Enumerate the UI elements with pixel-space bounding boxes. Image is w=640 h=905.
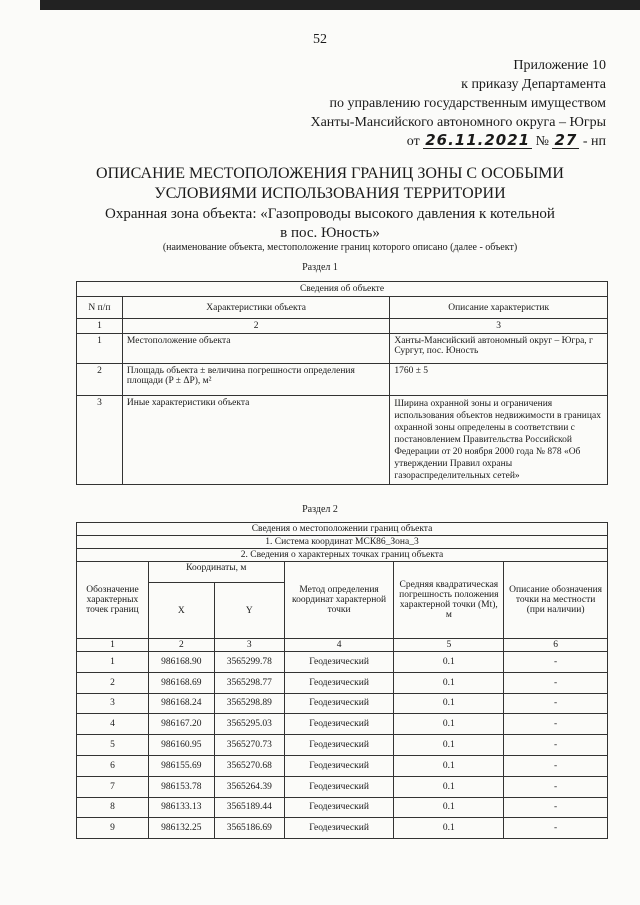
coord-x: 986168.69: [148, 672, 214, 693]
appendix-date-line: [310, 132, 606, 151]
column-header: Обозначение характерных точек границ: [77, 562, 149, 639]
column-number: 2: [122, 319, 389, 334]
table-row: [77, 652, 608, 673]
point-id: 2: [77, 672, 149, 693]
section2-label: Раздел 2: [302, 504, 338, 515]
number-suffix: - нп: [582, 134, 606, 149]
column-number: 1: [77, 319, 123, 334]
point-id: 6: [77, 755, 149, 776]
coord-y: 3565186.69: [214, 818, 284, 839]
table-row: [77, 818, 608, 839]
description: -: [504, 797, 608, 818]
point-id: 8: [77, 797, 149, 818]
number-prefix: №: [535, 134, 549, 149]
column-header: N п/п: [77, 297, 123, 319]
column-number: 4: [284, 639, 394, 652]
point-id: 9: [77, 818, 149, 839]
point-id: 5: [77, 735, 149, 756]
column-number: 6: [504, 639, 608, 652]
coordinate-system: 1. Система координат МСК86_Зона_3: [77, 536, 608, 549]
error: 0.1: [394, 735, 504, 756]
error: 0.1: [394, 672, 504, 693]
error: 0.1: [394, 818, 504, 839]
table-row: [77, 755, 608, 776]
column-number: 5: [394, 639, 504, 652]
section1-label: Раздел 1: [302, 262, 338, 273]
column-header: Средняя квадратическая погрешность положения характерной точки (Mt), м: [394, 562, 504, 639]
characteristic-name: Площадь объекта ± величина погрешности определения площади (P ± ΔP), м²: [122, 364, 389, 396]
coord-x: 986168.24: [148, 693, 214, 714]
error: 0.1: [394, 797, 504, 818]
table-row: [77, 364, 608, 396]
description: -: [504, 755, 608, 776]
description: -: [504, 672, 608, 693]
description: -: [504, 818, 608, 839]
method: Геодезический: [284, 818, 394, 839]
error: 0.1: [394, 652, 504, 673]
handwritten-number: 27: [554, 131, 578, 149]
column-header: Координаты, м: [148, 562, 284, 583]
point-id: 7: [77, 776, 149, 797]
point-id: 3: [77, 693, 149, 714]
method: Геодезический: [284, 693, 394, 714]
points-title: 2. Сведения о характерных точках границ объекта: [77, 549, 608, 562]
coord-y: 3565295.03: [214, 714, 284, 735]
coord-x: 986167.20: [148, 714, 214, 735]
coord-y: 3565264.39: [214, 776, 284, 797]
error: 0.1: [394, 755, 504, 776]
description: -: [504, 693, 608, 714]
handwritten-date: 26.11.2021: [425, 131, 531, 149]
title-line: ОПИСАНИЕ МЕСТОПОЛОЖЕНИЯ ГРАНИЦ ЗОНЫ С ОСОБЫМИ: [96, 165, 564, 182]
appendix-line: Ханты-Мансийского автономного округа – Югры: [310, 115, 606, 130]
row-number: 3: [77, 396, 123, 485]
method: Геодезический: [284, 652, 394, 673]
appendix-line: к приказу Департамента: [461, 77, 606, 92]
point-id: 1: [77, 652, 149, 673]
characteristic-value: Ханты-Мансийский автономный округ – Югра, г Сургут, пос. Юность: [390, 334, 608, 364]
row-number: 2: [77, 364, 123, 396]
date-prefix: от: [406, 134, 420, 149]
characteristic-value: Ширина охранной зоны и ограничения использования объектов недвижимости в границах охранной зоны определены в соответствии с постановлением Правительства Российской Федерации от 20 ноября 2000 года № 878 «Об утверждении Правил охраны газораспределительных сетей»: [390, 396, 608, 485]
method: Геодезический: [284, 735, 394, 756]
error: 0.1: [394, 776, 504, 797]
table-row: [77, 714, 608, 735]
table-title: Сведения об объекте: [77, 282, 608, 297]
appendix-line: Приложение 10: [513, 58, 606, 73]
table-title: Сведения о местоположении границ объекта: [77, 523, 608, 536]
coord-y: 3565299.78: [214, 652, 284, 673]
coord-x: 986155.69: [148, 755, 214, 776]
coord-y: 3565298.89: [214, 693, 284, 714]
column-number: 3: [214, 639, 284, 652]
coord-x: 986132.25: [148, 818, 214, 839]
appendix-line: по управлению государственным имуществом: [329, 96, 606, 111]
table-row: [77, 396, 608, 485]
row-number: 1: [77, 334, 123, 364]
method: Геодезический: [284, 672, 394, 693]
points-rows: [77, 652, 608, 839]
point-id: 4: [77, 714, 149, 735]
appendix-header: [310, 56, 606, 151]
page-number: 52: [313, 32, 327, 47]
characteristic-name: Иные характеристики объекта: [122, 396, 389, 485]
description: -: [504, 714, 608, 735]
characteristic-name: Местоположение объекта: [122, 334, 389, 364]
table-row: [77, 735, 608, 756]
method: Геодезический: [284, 797, 394, 818]
document-subtitle: [60, 205, 600, 243]
title-line: УСЛОВИЯМИ ИСПОЛЬЗОВАНИЯ ТЕРРИТОРИИ: [154, 185, 506, 202]
coord-x: 986168.90: [148, 652, 214, 673]
column-number: 2: [148, 639, 214, 652]
coord-x: 986133.13: [148, 797, 214, 818]
table-row: [77, 334, 608, 364]
document-title: [60, 164, 600, 204]
column-number: 1: [77, 639, 149, 652]
method: Геодезический: [284, 755, 394, 776]
coord-y: 3565270.68: [214, 755, 284, 776]
table-row: [77, 672, 608, 693]
column-header: Характеристики объекта: [122, 297, 389, 319]
object-note: (наименование объекта, местоположение границ которого описано (далее - объект): [162, 242, 518, 253]
coord-x: 986153.78: [148, 776, 214, 797]
column-number: 3: [390, 319, 608, 334]
description: -: [504, 652, 608, 673]
table-row: [77, 797, 608, 818]
coord-y: 3565298.77: [214, 672, 284, 693]
method: Геодезический: [284, 714, 394, 735]
subtitle-line: в пос. Юность»: [280, 225, 380, 241]
error: 0.1: [394, 714, 504, 735]
column-header: Y: [214, 583, 284, 639]
table-row: [77, 776, 608, 797]
method: Геодезический: [284, 776, 394, 797]
characteristic-value: 1760 ± 5: [390, 364, 608, 396]
description: -: [504, 776, 608, 797]
coord-y: 3565270.73: [214, 735, 284, 756]
points-table: [76, 522, 608, 839]
error: 0.1: [394, 693, 504, 714]
subtitle-line: Охранная зона объекта: «Газопроводы высокого давления к котельной: [105, 206, 555, 222]
table-row: [77, 693, 608, 714]
scan-edge: [40, 0, 640, 10]
column-header: X: [148, 583, 214, 639]
column-header: Описание характеристик: [390, 297, 608, 319]
object-info-table: [76, 281, 608, 485]
description: -: [504, 735, 608, 756]
coord-y: 3565189.44: [214, 797, 284, 818]
column-header: Метод определения координат характерной точки: [284, 562, 394, 639]
coord-x: 986160.95: [148, 735, 214, 756]
column-header: Описание обозначения точки на местности (при наличии): [504, 562, 608, 639]
